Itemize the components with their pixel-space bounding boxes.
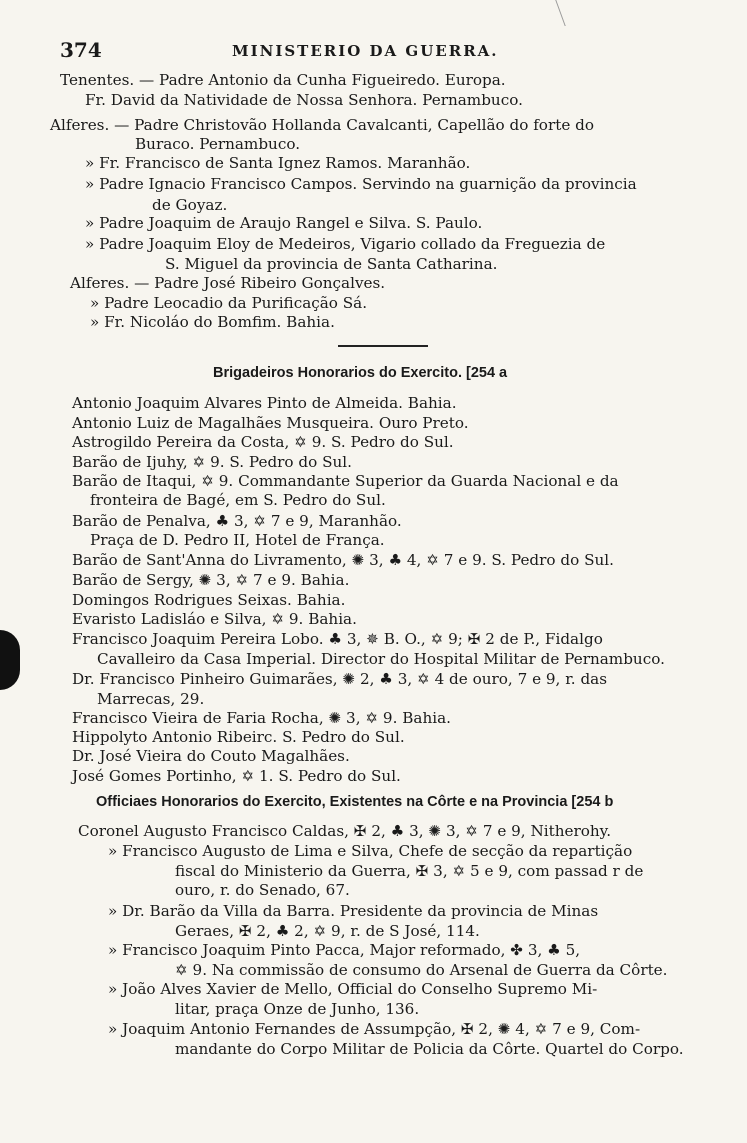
text-line: S. Miguel da provincia de Santa Catharina.: [165, 255, 498, 273]
text-line: » Padre Joaquim de Araujo Rangel e Silva. S. Paulo.: [85, 214, 483, 232]
text-line: Fr. David da Natividade de Nossa Senhora. Pernambuco.: [85, 91, 523, 109]
text-line: » Padre Joaquim Eloy de Medeiros, Vigario collado da Freguezia de: [85, 235, 606, 253]
text-line: Dr. José Vieira do Couto Magalhães.: [72, 747, 350, 765]
text-line: Praça de D. Pedro II, Hotel de França.: [90, 531, 385, 549]
text-line: Francisco Vieira de Faria Rocha, ✺ 3, ✡ 9. Bahia.: [72, 709, 451, 727]
text-line: litar, praça Onze de Junho, 136.: [175, 1000, 420, 1018]
text-line: ✡ 9. Na commissão de consumo do Arsenal de Guerra da Côrte.: [175, 961, 668, 979]
text-line: Cavalleiro da Casa Imperial. Director do Hospital Militar de Pernambuco.: [97, 650, 665, 668]
text-line: Barão de Itaqui, ✡ 9. Commandante Superior da Guarda Nacional e da: [72, 472, 619, 490]
page-header: [60, 38, 700, 62]
text-line: Astrogildo Pereira da Costa, ✡ 9. S. Pedro do Sul.: [72, 433, 454, 451]
text-line: Alferes. — Padre José Ribeiro Gonçalves.: [70, 274, 386, 292]
text-line: José Gomes Portinho, ✡ 1. S. Pedro do Sul.: [72, 767, 401, 785]
text-line: » Fr. Nicoláo do Bomfim. Bahia.: [90, 313, 335, 331]
margin-mark: [515, 0, 565, 26]
text-line: Geraes, ✠ 2, ♣ 2, ✡ 9, r. de S José, 114.: [175, 922, 480, 940]
text-line: Hippolyto Antonio Ribeirc. S. Pedro do Sul.: [72, 728, 405, 746]
text-line: Coronel Augusto Francisco Caldas, ✠ 2, ♣ 3, ✺ 3, ✡ 7 e 9, Nitherohy.: [78, 822, 612, 840]
section-heading: Brigadeiros Honorarios do Exercito. [254 a: [213, 365, 508, 381]
text-line: Alferes. — Padre Christovão Hollanda Cavalcanti, Capellão do forte do: [50, 116, 594, 134]
section-heading: Officiaes Honorarios do Exercito, Existentes na Côrte e na Provincia [254 b: [96, 794, 614, 810]
text-line: ouro, r. do Senado, 67.: [175, 881, 350, 899]
text-line: de Goyaz.: [152, 196, 228, 214]
text-line: Evaristo Ladisláo e Silva, ✡ 9. Bahia.: [72, 610, 357, 628]
text-line: Barão de Penalva, ♣ 3, ✡ 7 e 9, Maranhão.: [72, 512, 402, 530]
text-line: » Francisco Joaquim Pinto Pacca, Major reformado, ✤ 3, ♣ 5,: [108, 941, 581, 959]
text-line: fiscal do Ministerio da Guerra, ✠ 3, ✡ 5 e 9, com passad r de: [175, 862, 644, 880]
running-head: MINISTERIO DA GUERRA.: [232, 42, 499, 60]
section-divider: [338, 345, 428, 347]
text-line: » Francisco Augusto de Lima e Silva, Chefe de secção da repartição: [108, 842, 633, 860]
text-line: » Joaquim Antonio Fernandes de Assumpção, ✠ 2, ✺ 4, ✡ 7 e 9, Com-: [108, 1020, 641, 1038]
text-line: Domingos Rodrigues Seixas. Bahia.: [72, 591, 346, 609]
ink-blot: [0, 630, 20, 690]
text-line: Tenentes. — Padre Antonio da Cunha Figueiredo. Europa.: [60, 71, 506, 89]
text-line: mandante do Corpo Militar de Policia da Côrte. Quartel do Corpo.: [175, 1040, 684, 1058]
text-line: » Padre Ignacio Francisco Campos. Servindo na guarnição da provincia: [85, 175, 637, 193]
text-line: Barão de Ijuhy, ✡ 9. S. Pedro do Sul.: [72, 453, 352, 471]
text-line: » Padre Leocadio da Purificação Sá.: [90, 294, 368, 312]
text-line: » João Alves Xavier de Mello, Official do Conselho Supremo Mi-: [108, 980, 598, 998]
text-line: fronteira de Bagé, em S. Pedro do Sul.: [90, 491, 386, 509]
text-line: Antonio Joaquim Alvares Pinto de Almeida. Bahia.: [72, 394, 457, 412]
text-line: » Dr. Barão da Villa da Barra. Presidente da provincia de Minas: [108, 902, 599, 920]
page-number: 374: [60, 38, 102, 62]
text-line: » Fr. Francisco de Santa Ignez Ramos. Maranhão.: [85, 154, 471, 172]
text-line: Barão de Sergy, ✺ 3, ✡ 7 e 9. Bahia.: [72, 571, 350, 589]
text-line: Barão de Sant'Anna do Livramento, ✺ 3, ♣ 4, ✡ 7 e 9. S. Pedro do Sul.: [72, 551, 614, 569]
text-line: Marrecas, 29.: [97, 690, 205, 708]
text-line: Dr. Francisco Pinheiro Guimarães, ✺ 2, ♣ 3, ✡ 4 de ouro, 7 e 9, r. das: [72, 670, 608, 688]
text-line: Francisco Joaquim Pereira Lobo. ♣ 3, ✵ B. O., ✡ 9; ✠ 2 de P., Fidalgo: [72, 630, 603, 648]
text-line: Antonio Luiz de Magalhães Musqueira. Ouro Preto.: [72, 414, 469, 432]
text-line: Buraco. Pernambuco.: [135, 135, 301, 153]
